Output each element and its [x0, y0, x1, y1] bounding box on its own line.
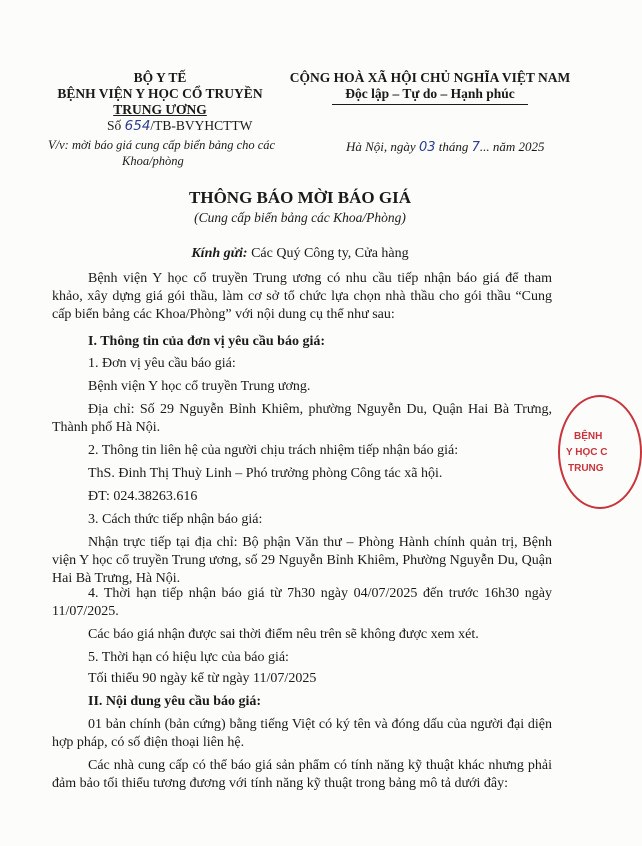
validity-period: Tối thiểu 90 ngày kể từ ngày 11/07/2025 — [88, 671, 317, 686]
contact-person: ThS. Đinh Thị Thuỳ Linh – Phó trưởng phòng Công tác xã hội. — [88, 466, 443, 481]
item-1-5: 5. Thời hạn có hiệu lực của báo giá: — [88, 650, 289, 665]
subject-line1: V/v: mời báo giá cung cấp biển bảng cho các — [48, 138, 276, 152]
nation-name: CỘNG HOÀ XÃ HỘI CHỦ NGHĨA VIỆT NAM — [289, 70, 571, 85]
unit-address: Địa chỉ: Số 29 Nguyễn Bỉnh Khiêm, phường Nguyễn Du, Quận Hai Bà Trưng, Thành phố Hà Nội. — [52, 402, 552, 435]
section-2-heading: II. Nội dung yêu cầu báo giá: — [88, 694, 262, 709]
seal-line3: TRUNG — [568, 463, 604, 474]
seal-line1: BỆNH — [574, 431, 603, 442]
requesting-unit: Bệnh viện Y học cổ truyền Trung ương. — [88, 379, 311, 394]
supplier-requirement: Các nhà cung cấp có thể báo giá sản phẩm có tính năng kỹ thuật khác nhưng phải đảm bảo tối thiểu tương đương với tính năng kỹ thuật trong bảng mô tả dưới đây: — [52, 758, 552, 791]
copy-requirement: 01 bản chính (bản cứng) bằng tiếng Việt có ký tên và đóng dấu của người đại diện hợp pháp, có số điện thoại liên hệ. — [52, 717, 552, 750]
seal-line2: Y HỌC C — [566, 447, 608, 458]
doc-number-suffix: /TB-BVYHCTTW — [150, 118, 253, 133]
date-prefix: Hà Nội, ngày — [346, 139, 416, 154]
item-1-4: 4. Thời hạn tiếp nhận báo giá từ 7h30 ngày 04/07/2025 đến trước 16h30 ngày 11/07/2025. — [52, 586, 552, 619]
receiving-method: Nhận trực tiếp tại địa chỉ: Bộ phận Văn thư – Phòng Hành chính quản trị, Bệnh viện Y học cổ truyền Trung ương, số 29 Nguyễn Bỉnh Khiêm, Phường Nguyễn Du, Quận Hai Bà Trưng, Hà Nội. — [52, 535, 552, 586]
hospital-name-line2: TRUNG ƯƠNG — [113, 102, 207, 117]
subject-line2: Khoa/phòng — [122, 154, 184, 168]
red-seal-stamp — [558, 395, 642, 509]
notice-subtitle: (Cung cấp biển bảng các Khoa/Phòng) — [194, 210, 406, 225]
late-notice: Các báo giá nhận được sai thời điểm nêu trên sẽ không được xem xét. — [88, 627, 479, 642]
intro-paragraph: Bệnh viện Y học cổ truyền Trung ương có nhu cầu tiếp nhận báo giá để tham khảo, xây dựng giá gói thầu, làm cơ sở tổ chức lựa chọn nhà thầu cho gói thầu “Cung cấp biển bảng các Khoa/Phòng” với nội dung cụ thể như sau: — [52, 271, 552, 322]
motto-underline — [332, 104, 528, 105]
section-1-heading: I. Thông tin của đơn vị yêu cầu báo giá: — [88, 334, 325, 349]
date-month: 7 — [471, 140, 480, 155]
date-year: năm 2025 — [492, 139, 545, 154]
date-day: 03 — [418, 140, 436, 155]
recipient-label: Kính gửi: — [191, 246, 248, 261]
recipient-text: Các Quý Công ty, Cửa hàng — [251, 246, 409, 261]
item-1-3: 3. Cách thức tiếp nhận báo giá: — [88, 512, 263, 527]
ministry-name: BỘ Y TẾ — [133, 70, 187, 85]
national-motto: Độc lập – Tự do – Hạnh phúc — [345, 86, 515, 101]
doc-number-handwritten: 654 — [124, 118, 151, 134]
hospital-name-line1: BỆNH VIỆN Y HỌC CỔ TRUYỀN — [57, 86, 263, 101]
document-number — [107, 118, 252, 134]
issue-date: Hà Nội, ngày 03 tháng 7... năm 2025 — [346, 139, 545, 155]
notice-title: THÔNG BÁO MỜI BÁO GIÁ — [189, 188, 411, 207]
item-1-1: 1. Đơn vị yêu cầu báo giá: — [88, 356, 236, 371]
doc-number-prefix: Số — [107, 118, 122, 133]
recipient — [0, 246, 600, 262]
contact-phone: ĐT: 024.38263.616 — [88, 489, 198, 504]
item-1-2: 2. Thông tin liên hệ của người chịu trách nhiệm tiếp nhận báo giá: — [88, 443, 459, 458]
date-month-label: tháng — [438, 139, 469, 154]
